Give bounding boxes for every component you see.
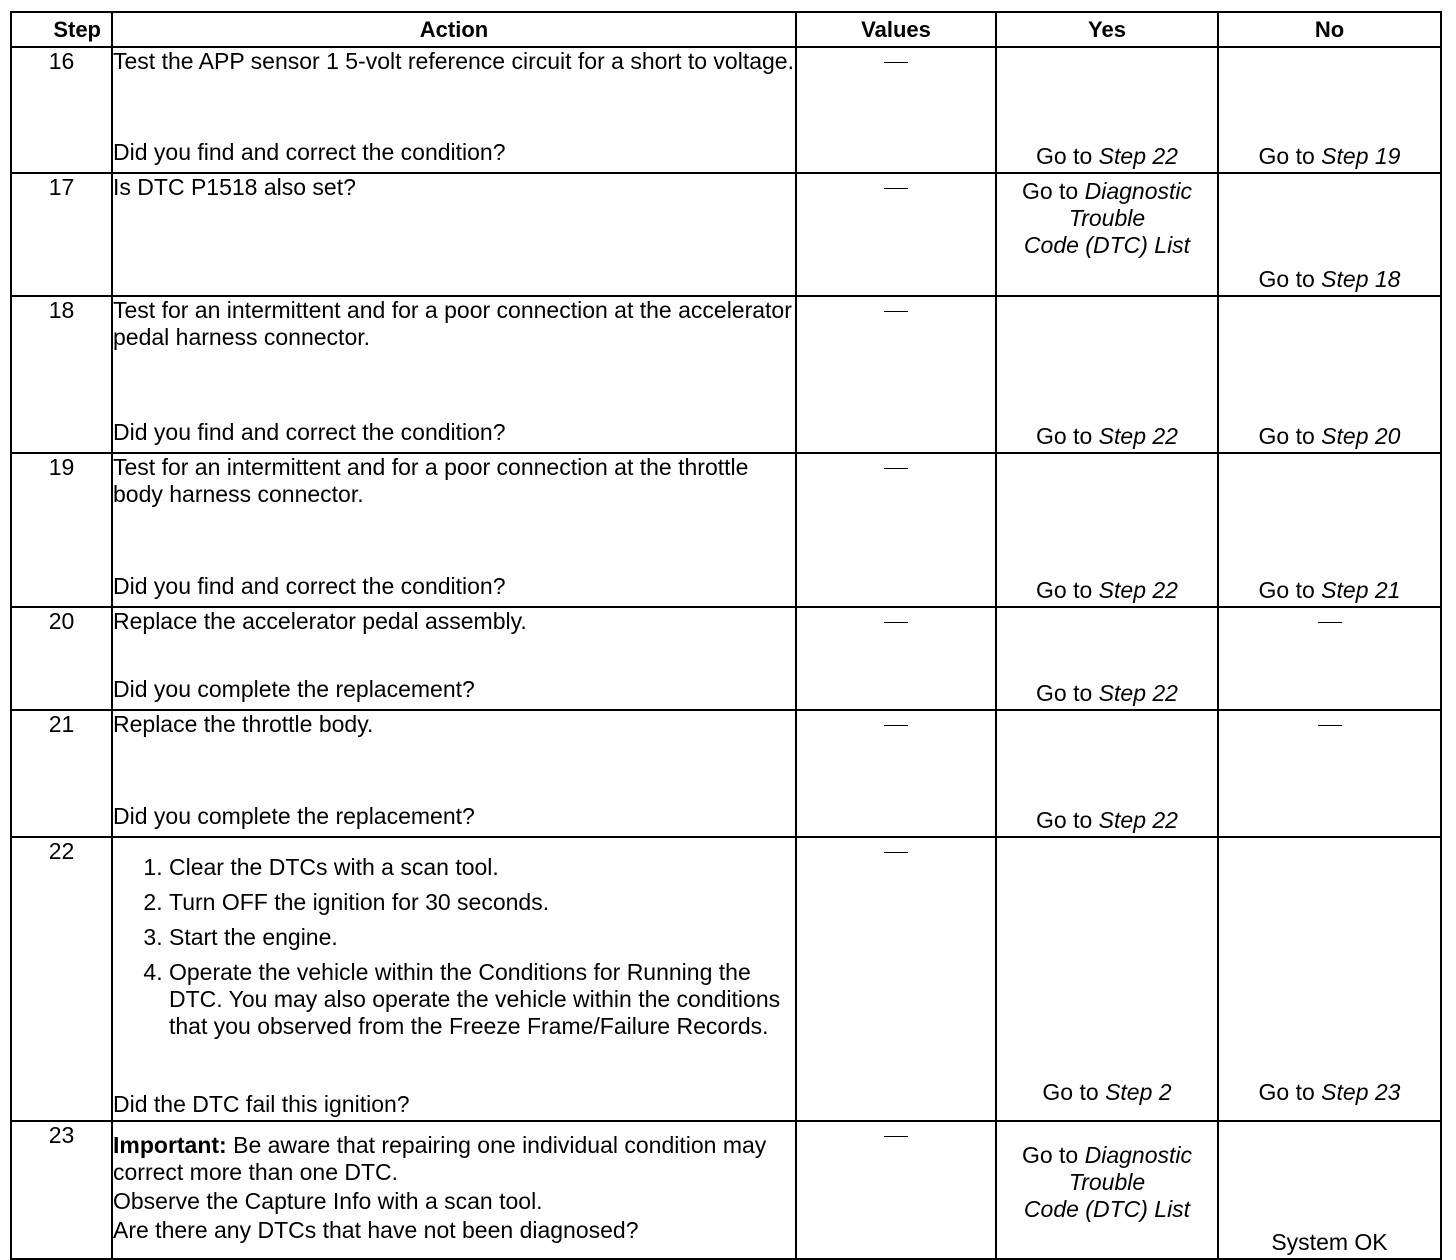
yes-target[interactable]: Step 22	[1098, 577, 1178, 603]
action-cell	[112, 607, 796, 710]
yes-link[interactable]	[997, 1079, 1217, 1106]
no-target[interactable]: Step 23	[1321, 1079, 1401, 1105]
action-cell	[112, 173, 796, 296]
dash-icon	[1318, 622, 1342, 623]
yes-target[interactable]: Code (DTC) List	[1023, 232, 1191, 258]
action-cell	[112, 47, 796, 173]
step-number: 20	[11, 607, 112, 710]
no-cell	[1218, 173, 1441, 296]
dash-icon	[884, 622, 908, 623]
yes-target[interactable]: Step 22	[1098, 143, 1178, 169]
yes-prefix: Go to	[1021, 1142, 1085, 1168]
no-cell	[1218, 710, 1441, 837]
action-question: Did you find and correct the condition?	[113, 573, 506, 599]
values-cell	[796, 607, 996, 710]
header-yes: Yes	[996, 12, 1218, 47]
no-cell	[1218, 47, 1441, 173]
no-link[interactable]	[1219, 266, 1440, 293]
step-number: 17	[11, 173, 112, 296]
action-text: Test the APP sensor 1 5-volt reference circuit for a short to voltage.	[113, 48, 794, 74]
no-cell	[1218, 607, 1441, 710]
yes-target[interactable]: Diagnostic	[1084, 178, 1193, 204]
no-target[interactable]: Step 20	[1321, 423, 1401, 449]
table-row	[11, 607, 1441, 710]
yes-cell	[996, 296, 1218, 453]
action-question: Did you find and correct the condition?	[113, 419, 506, 445]
values-cell	[796, 173, 996, 296]
table-row	[11, 710, 1441, 837]
values-cell	[796, 296, 996, 453]
yes-target[interactable]: Step 22	[1098, 807, 1178, 833]
yes-cell	[996, 1121, 1218, 1259]
yes-link[interactable]	[997, 423, 1217, 450]
action-text: Replace the accelerator pedal assembly.	[113, 608, 527, 634]
yes-cell	[996, 173, 1218, 296]
no-prefix: Go to	[1258, 423, 1322, 449]
header-values: Values	[796, 12, 996, 47]
yes-link[interactable]	[997, 807, 1217, 834]
no-link[interactable]	[1219, 1079, 1440, 1106]
important-label: Important:	[113, 1132, 227, 1158]
no-target[interactable]: Step 18	[1321, 266, 1401, 292]
step-number: 19	[11, 453, 112, 607]
header-row	[11, 12, 1441, 47]
no-cell	[1218, 837, 1441, 1121]
dash-icon	[884, 62, 908, 63]
important-note	[113, 1132, 795, 1186]
values-cell	[796, 710, 996, 837]
yes-target[interactable]: Trouble	[1068, 205, 1146, 231]
dash-icon	[884, 311, 908, 312]
yes-prefix: Go to	[1036, 143, 1099, 169]
step-number: 16	[11, 47, 112, 173]
table-row	[11, 1121, 1441, 1259]
header-action: Action	[112, 12, 796, 47]
yes-cell	[996, 837, 1218, 1121]
step-number: 23	[11, 1121, 112, 1259]
yes-prefix: Go to	[1036, 577, 1099, 603]
yes-cell	[996, 607, 1218, 710]
dash-icon	[884, 468, 908, 469]
dash-icon	[1318, 725, 1342, 726]
values-cell	[796, 453, 996, 607]
diagnostic-table	[10, 11, 1442, 1260]
yes-prefix: Go to	[1036, 680, 1099, 706]
action-cell	[112, 453, 796, 607]
action-cell	[112, 296, 796, 453]
dash-icon	[884, 725, 908, 726]
list-item: 4. Operate the vehicle within the Conditions for Running the DTC. You may also operate the vehicle within the conditions that you observed from the Freeze Frame/Failure Records.	[169, 959, 795, 1040]
action-text: Test for an intermittent and for a poor connection at the throttle body harness connector.	[113, 454, 749, 507]
values-cell	[796, 47, 996, 173]
table-row	[11, 837, 1441, 1121]
procedure-list	[113, 854, 795, 1040]
yes-link[interactable]	[997, 577, 1217, 604]
step-number: 18	[11, 296, 112, 453]
list-item: 1. Clear the DTCs with a scan tool.	[169, 854, 795, 881]
yes-prefix: Go to	[1036, 807, 1099, 833]
yes-target[interactable]: Step 22	[1098, 423, 1178, 449]
yes-target[interactable]: Step 22	[1098, 680, 1178, 706]
action-question: Did the DTC fail this ignition?	[113, 1091, 410, 1117]
table-row	[11, 453, 1441, 607]
no-cell	[1218, 1121, 1441, 1259]
yes-link[interactable]	[997, 1122, 1217, 1223]
table-row	[11, 173, 1441, 296]
no-target[interactable]: Step 21	[1321, 577, 1401, 603]
no-target[interactable]: Step 19	[1321, 143, 1401, 169]
dash-icon	[884, 188, 908, 189]
list-item: 3. Start the engine.	[169, 924, 795, 951]
action-question: Did you find and correct the condition?	[113, 139, 506, 165]
action-cell	[112, 710, 796, 837]
no-cell	[1218, 296, 1441, 453]
list-item: 2. Turn OFF the ignition for 30 seconds.	[169, 889, 795, 916]
yes-target[interactable]: Step 2	[1105, 1079, 1172, 1105]
table-row	[11, 47, 1441, 173]
yes-cell	[996, 710, 1218, 837]
no-prefix: Go to	[1258, 266, 1322, 292]
action-text: Replace the throttle body.	[113, 711, 374, 737]
step-number: 22	[11, 837, 112, 1121]
yes-target[interactable]: Code (DTC) List	[1023, 1196, 1191, 1222]
no-result: System OK	[1271, 1229, 1388, 1255]
no-prefix: Go to	[1258, 577, 1322, 603]
action-question: Did you complete the replacement?	[113, 676, 475, 702]
values-cell	[796, 1121, 996, 1259]
important-text: Be aware that repairing one individual condition may correct more than one DTC.	[113, 1132, 767, 1185]
no-prefix: Go to	[1258, 143, 1322, 169]
no-link[interactable]	[1219, 143, 1440, 170]
no-link[interactable]	[1219, 577, 1440, 604]
yes-link[interactable]	[997, 143, 1217, 170]
action-text: Test for an intermittent and for a poor connection at the accelerator pedal harness connector.	[113, 297, 792, 350]
dash-icon	[884, 1136, 908, 1137]
table-row	[11, 296, 1441, 453]
yes-target[interactable]: Trouble	[1068, 1169, 1146, 1195]
action-cell	[112, 1121, 796, 1259]
yes-link[interactable]	[997, 174, 1217, 259]
yes-prefix: Go to	[1042, 1079, 1106, 1105]
header-no: No	[1218, 12, 1441, 47]
header-step: Step	[11, 12, 112, 47]
action-text: Observe the Capture Info with a scan tool.	[113, 1188, 543, 1214]
action-question: Are there any DTCs that have not been diagnosed?	[113, 1217, 639, 1243]
yes-prefix: Go to	[1036, 423, 1099, 449]
action-cell	[112, 837, 796, 1121]
action-text: Is DTC P1518 also set?	[113, 174, 356, 200]
yes-cell	[996, 47, 1218, 173]
yes-prefix: Go to	[1021, 178, 1085, 204]
no-prefix: Go to	[1258, 1079, 1322, 1105]
no-cell	[1218, 453, 1441, 607]
dash-icon	[884, 852, 908, 853]
action-question: Did you complete the replacement?	[113, 803, 475, 829]
yes-cell	[996, 453, 1218, 607]
values-cell	[796, 837, 996, 1121]
yes-link[interactable]	[997, 680, 1217, 707]
yes-target[interactable]: Diagnostic	[1084, 1142, 1193, 1168]
no-link[interactable]	[1219, 423, 1440, 450]
step-number: 21	[11, 710, 112, 837]
